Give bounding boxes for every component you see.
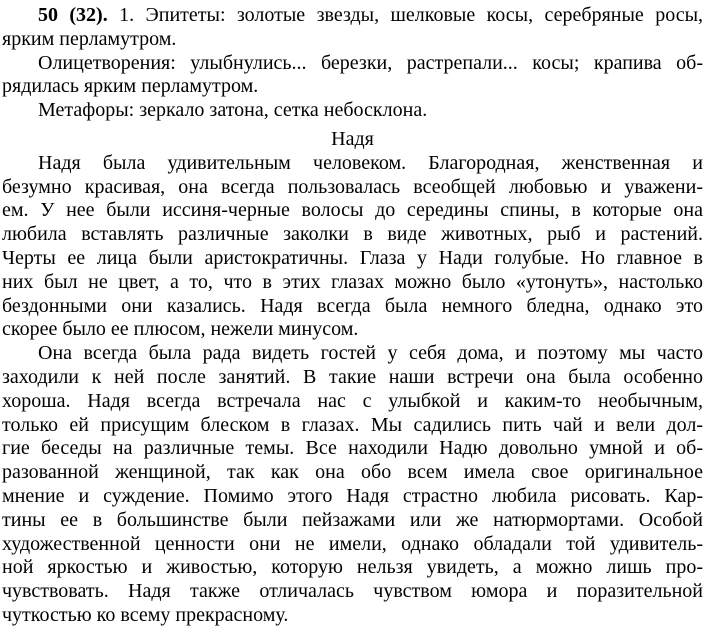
text-line: Олицетворения: улыбнулись... березки, растрепали... косы; крапива об- — [38, 51, 703, 74]
text-line: чуткостью ко всему прекрасному. — [2, 603, 289, 626]
text-line: Метафоры: зеркало затона, сетка небосклона. — [38, 99, 428, 122]
text-line: тины ее в большинстве были пейзажами или же натюрмортами. Особой — [2, 508, 703, 531]
text-line: ной яркостью и живостью, которую нельзя увидеть, а можно лишь про- — [2, 556, 703, 579]
text-line: заходили к ней после занятий. В такие наши встречи она была особенно — [2, 365, 703, 388]
text-line: только ей присущим блеском в глазах. Мы садились пить чай и вели дол- — [2, 413, 703, 436]
text-segment: 1. Эпитеты: золотые звезды, шелковые косы, серебряные росы, — [107, 4, 704, 26]
text-line: гие беседы на различные темы. Все находили Надю довольно умной и об- — [2, 437, 703, 460]
text-line: любила вставлять различные заколки в виде животных, рыб и растений. — [2, 223, 703, 246]
exercise-number: 50 (32). — [38, 4, 108, 26]
text-line: разованной женщиной, так как она обо всем имела свое оригинальное — [2, 461, 703, 484]
text-line: чувствовать. Надя также отличалась чувством юмора и поразительной — [2, 580, 703, 603]
exercise-text — [2, 4, 703, 628]
text-line: рядилась ярким перламутром. — [2, 75, 259, 98]
text-line: мнение и суждение. Помимо этого Надя страстно любила рисовать. Кар- — [2, 484, 703, 507]
text-line: ем. У нее были иссиня-черные волосы до середины спины, в которые она — [2, 199, 703, 222]
text-line: ярким перламутром. — [2, 27, 177, 50]
essay-title: Надя — [331, 127, 374, 150]
exercise-heading-line — [2, 4, 703, 28]
text-line: скорее было ее плюсом, нежели минусом. — [2, 318, 359, 341]
text-line: хороша. Надя всегда встречала нас с улыбкой и каким-то необычным, — [2, 389, 703, 412]
text-line: них был не цвет, а то, что в этих глазах можно было «утонуть», настолько — [2, 270, 703, 293]
text-line: художественной ценности они не имели, однако обладали той удивитель- — [2, 532, 703, 555]
text-line: безумно красивая, она всегда пользовалась всеобщей любовью и уважени- — [2, 175, 703, 198]
text-line: Надя была удивительным человеком. Благородная, женственная и — [38, 151, 703, 174]
text-line: Черты ее лица были аристократичны. Глаза у Нади голубые. Но главное в — [2, 246, 703, 269]
text-line: Она всегда была рада видеть гостей у себя дома, и поэтому мы часто — [38, 342, 703, 365]
text-line: бездонными они казались. Надя всегда была немного бледна, однако это — [2, 294, 703, 317]
